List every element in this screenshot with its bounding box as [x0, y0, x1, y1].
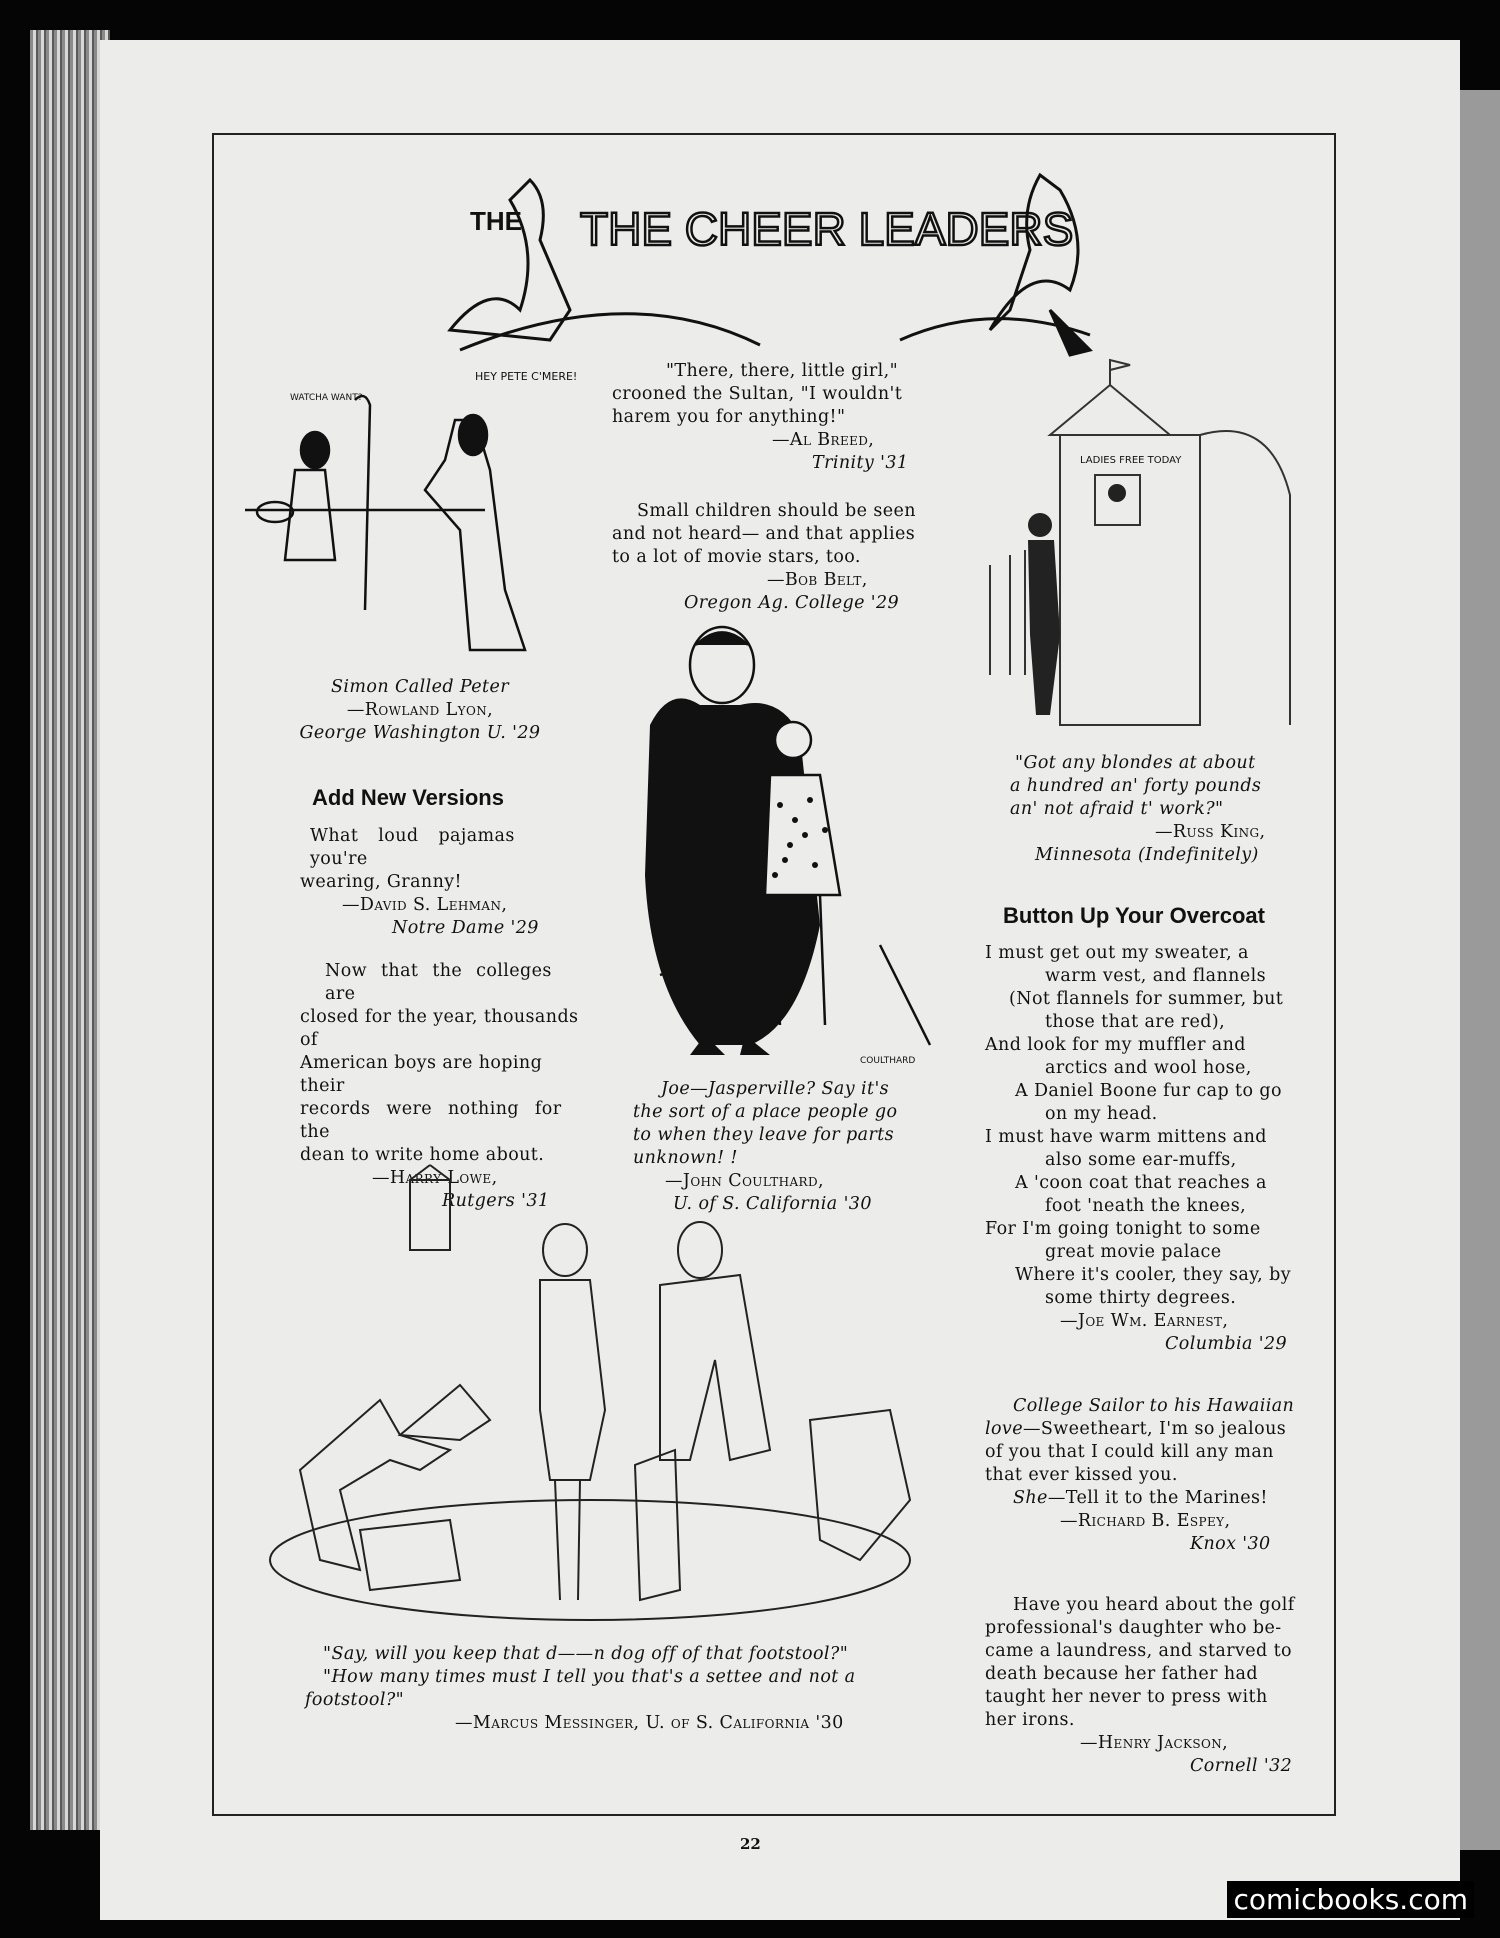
button-up-poem: [985, 942, 1320, 1356]
versions-line-1: What loud pajamas you're: [310, 826, 515, 869]
poem-line-13: For I'm going tonight to some: [985, 1219, 1261, 1239]
heading-button-up: Button Up Your Overcoat: [1003, 903, 1265, 928]
colleges-line-1: Now that the colleges are: [325, 961, 552, 1004]
poem-author: —Joe Wm. Earnest,: [1060, 1311, 1229, 1331]
ticket-booth-drawing: [970, 375, 1300, 735]
children-author: —Bob Belt,: [767, 570, 868, 590]
settee-line-2: "How many times must I tell you that's a settee and not a: [323, 1667, 856, 1687]
colleges-line-4: records were nothing for the: [300, 1099, 562, 1142]
sultan-line-2: crooned the Sultan, "I wouldn't: [612, 384, 903, 404]
children-school: Oregon Ag. College '29: [684, 593, 900, 613]
page-number: 22: [740, 1835, 761, 1853]
poem-line-2: warm vest, and flannels: [1045, 966, 1266, 986]
sailor-line-2: of you that I could kill any man: [985, 1442, 1274, 1462]
golf-author: —Henry Jackson,: [1080, 1733, 1229, 1753]
booth-line-1: "Got any blondes at about: [1015, 753, 1256, 773]
sailor-school: Knox '30: [1190, 1534, 1271, 1554]
golf-line-3: came a laundress, and starved to: [985, 1641, 1292, 1661]
title-main: THE CHEER LEADERS: [580, 203, 1074, 255]
cheerleaders-drawing: [430, 160, 1120, 360]
simon-caption: Simon Called Peter: [331, 677, 509, 697]
cartoon-ticket-booth: [970, 375, 1300, 735]
versions-school: Notre Dame '29: [392, 918, 539, 938]
poem-line-5: And look for my muffler and: [985, 1035, 1246, 1055]
cartoon-joe-jasperville: [630, 625, 960, 1065]
golf-school: Cornell '32: [1190, 1756, 1293, 1776]
sultan-line-3: harem you for anything!": [612, 407, 846, 427]
children-line-2: and not heard— and that applies: [612, 524, 916, 544]
sailor-she: She: [1013, 1488, 1048, 1508]
golf-line-2: professional's daughter who be-: [985, 1618, 1282, 1638]
booth-caption-block: [1010, 752, 1310, 867]
settee-line-3: footstool?": [305, 1690, 405, 1710]
joe-line-1: Joe—Jasperville? Say it's: [661, 1079, 890, 1099]
book-page-edges: [30, 30, 110, 1830]
simon-peter-drawing: [245, 360, 585, 670]
poem-line-11: A 'coon coat that reaches a: [1015, 1173, 1267, 1193]
heading-add-new-versions: Add New Versions: [312, 785, 504, 810]
cartoon-simon-peter: [245, 360, 585, 670]
colleges-line-5: dean to write home about.: [300, 1145, 545, 1165]
poem-line-9: I must have warm mittens and: [985, 1127, 1267, 1147]
joke-college-sailor: [985, 1395, 1320, 1556]
joe-author: —John Coulthard,: [665, 1171, 824, 1191]
sailor-lead-2: love: [985, 1419, 1023, 1439]
add-new-versions-body: [300, 825, 585, 940]
joke-children: [612, 500, 952, 615]
poem-line-6: arctics and wool hose,: [1045, 1058, 1252, 1078]
golf-line-4: death because her father had: [985, 1664, 1258, 1684]
sailor-line-3: that ever kissed you.: [985, 1465, 1178, 1485]
settee-caption-block: [305, 1643, 955, 1735]
title-illustration: [430, 160, 1120, 360]
sultan-school: Trinity '31: [812, 453, 909, 473]
poem-line-10: also some ear-muffs,: [1045, 1150, 1237, 1170]
booth-line-2: a hundred an' forty pounds: [1010, 776, 1262, 796]
joke-golf: [985, 1594, 1320, 1778]
booth-author: —Russ King,: [1155, 822, 1266, 842]
versions-line-2: wearing, Granny!: [300, 872, 462, 892]
speech-hey-pete: HEY PETE C'MERE!: [475, 370, 578, 383]
poem-line-7: A Daniel Boone fur cap to go: [1015, 1081, 1282, 1101]
joe-school: U. of S. California '30: [673, 1194, 872, 1214]
golf-line-1: Have you heard about the golf: [1013, 1595, 1295, 1615]
joe-line-3: to when they leave for parts: [633, 1125, 895, 1145]
watermark: comicbooks.com: [1227, 1881, 1474, 1918]
settee-author: —Marcus Messinger, U. of S. California '30: [455, 1713, 844, 1733]
poem-line-15: Where it's cooler, they say, by: [1015, 1265, 1291, 1285]
poem-line-1: I must get out my sweater, a: [985, 943, 1249, 963]
simon-caption-block: [290, 676, 550, 745]
children-line-3: to a lot of movie stars, too.: [612, 547, 861, 567]
sailor-lead: College Sailor to his Hawaiian: [1013, 1396, 1295, 1416]
cartoon-settee: [260, 1160, 960, 1630]
colleges-line-2: closed for the year, thousands of: [300, 1007, 579, 1050]
joe-line-4: unknown! !: [633, 1148, 738, 1168]
settee-line-1: "Say, will you keep that d——n dog off of that footstool?": [323, 1644, 849, 1664]
simon-author: —Rowland Lyon,: [346, 700, 494, 720]
joke-sultan: [612, 360, 952, 475]
settee-drawing: [260, 1160, 960, 1630]
booth-line-3: an' not afraid t' work?": [1010, 799, 1224, 819]
sultan-line-1: "There, there, little girl,": [665, 361, 899, 381]
booth-sign: LADIES FREE TODAY: [1080, 455, 1182, 466]
sailor-reply: —Tell it to the Marines!: [1047, 1488, 1268, 1508]
speech-watcha: WATCHA WANT?: [290, 393, 363, 403]
poem-line-12: foot 'neath the knees,: [1045, 1196, 1247, 1216]
joe-jasperville-drawing: [630, 625, 960, 1065]
title-the: THE: [470, 206, 522, 236]
children-line-1: Small children should be seen: [637, 501, 916, 521]
colleges-school: Rutgers '31: [442, 1191, 550, 1211]
colleges-line-3: American boys are hoping their: [300, 1053, 543, 1096]
sultan-author: —Al Breed,: [772, 430, 875, 450]
joe-line-2: the sort of a place people go: [633, 1102, 898, 1122]
poem-line-16: some thirty degrees.: [1045, 1288, 1237, 1308]
sailor-author: —Richard B. Espey,: [1060, 1511, 1231, 1531]
sailor-line-1: —Sweetheart, I'm so jealous: [1022, 1419, 1287, 1439]
golf-line-5: taught her never to press with: [985, 1687, 1268, 1707]
joe-signature: COULTHARD: [860, 1056, 916, 1066]
poem-line-4: those that are red),: [1045, 1012, 1226, 1032]
poem-school: Columbia '29: [1165, 1334, 1288, 1354]
golf-line-6: her irons.: [985, 1710, 1075, 1730]
poem-line-14: great movie palace: [1045, 1242, 1222, 1262]
colleges-author: —Harry Lowe,: [372, 1168, 498, 1188]
poem-line-3: (Not flannels for summer, but: [1009, 989, 1284, 1009]
booth-school: Minnesota (Indefinitely): [1035, 845, 1259, 865]
versions-author: —David S. Lehman,: [342, 895, 508, 915]
facing-page-edge: [1458, 90, 1500, 1850]
poem-line-8: on my head.: [1045, 1104, 1158, 1124]
simon-school: George Washington U. '29: [299, 723, 541, 743]
